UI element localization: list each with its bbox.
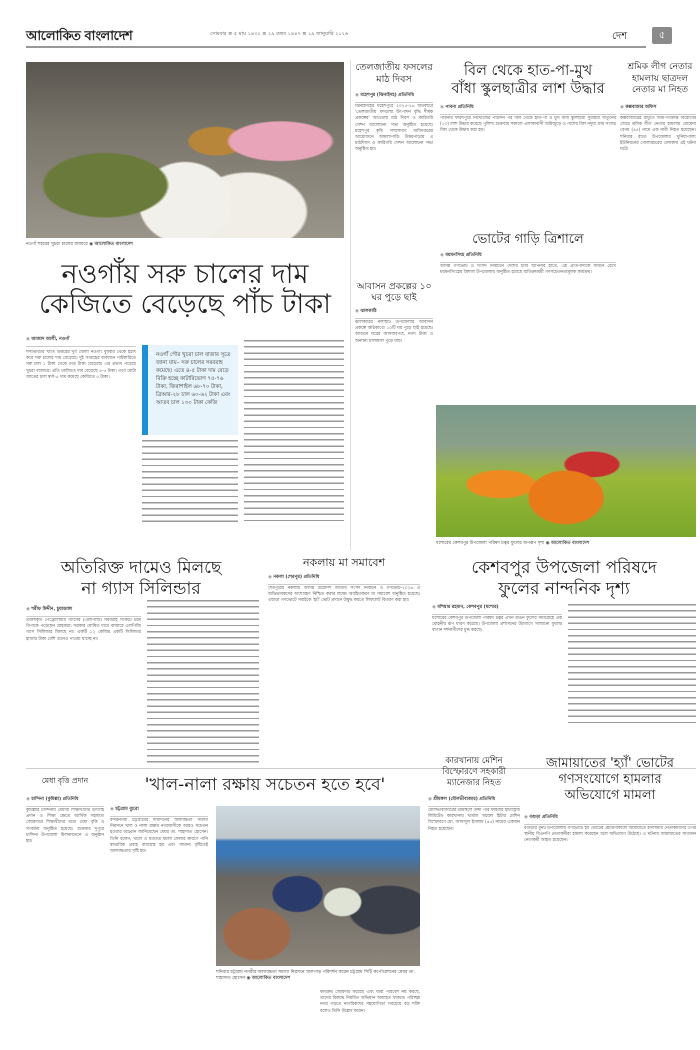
oilseed-headline: তেলজাতীয় ফসলের মাঠ দিবস — [355, 62, 433, 85]
jamaat-headline-line3: অভিযোগে মামলা — [564, 788, 656, 803]
jamaat-body: বগুড়ার ধুনট উপজেলায় গণভোটে হ্যাঁ ভোটের প্রচারণাকালে জামায়াতে ইসলামীর নেতাকর্মীদের ওপর স্থানীয় বিএনপি নেতাকর্মীরা হামলা করেছেন বলে অভিযোগ উঠেছে। এ ঘটনায় জামায়াতের সাতজন নেতাকর্মী আহত হয়েছেন। — [524, 826, 696, 844]
rice-headline-line1: নওগাঁয় সরু চালের দাম — [61, 259, 309, 290]
caption-text: নওগাঁ শহরের খুচরা চালের বাজারে — [26, 242, 88, 247]
vote-car-body: আসন্ন গণভোট ও সংসদ নির্বাচনে দেশের চাবি আপনার হাতে, এই প্রতিপাদ্যকে সামনে রেখে ময়মনসিংহের ত্রিশাল উপজেলায় অনুষ্ঠিত হয়েছে ব্যতিক্রমধর্মী গণসচেতনতামূলক কার্যক্রম। — [440, 264, 616, 276]
canal-photo-caption: শনিবার চট্টগ্রাম নগরীর জলাবদ্ধতা সমস্যা নিরসনে খালপাড় পরিদর্শন করেন চট্টগ্রাম সিটি কর্পোরেশনের মেয়র ডা. শাহাদাত হোসেন ◉ আলোকিত বাংলাদেশ — [216, 970, 415, 981]
caption-credit: আলোকিত বাংলাদেশ — [251, 976, 291, 981]
factory-body: মৌলভীবাজারের শ্রীমঙ্গলে ডন্সী পরি ফাইবার ইন্ডাস্ট্রিজ লিমিটেড কারখানায় খার্মাল অয়েল হিটার মেশিন বিস্ফোরণে মো. আসাদুল ইসলাম (৪৫) নামের একজন নিহত হয়েছেন। — [428, 808, 520, 832]
garden-body-col2 — [568, 604, 696, 726]
bil-headline-line1: বিল থেকে হাত-পা-মুখ — [463, 63, 593, 79]
quote-icon: ❝ — [149, 351, 154, 359]
nokla-body: শেরপুরের নকলায় আসন্ন ত্রয়োদশ জাতীয় সংসদ নির্বাচন ও গণভোট-২০২৬ এ অভিভাবকদের অংশগ্রহণ নিশ্চিত করার লক্ষ্যে অবহিতকরণ মা সমাবেশ অনুষ্ঠিত হয়েছে। এছাড়া গণভোটে সবাইকে 'হ্যাঁ' ভোট প্রদানে উদ্বুদ্ধ করতে লিফলেট বিতরণ করা হয়। — [268, 586, 420, 604]
housing-byline: ◉ ঝালকাঠি — [355, 308, 433, 319]
garden-headline — [432, 558, 696, 600]
canal-photo — [216, 806, 420, 966]
garden-headline-line2: ফুলের নান্দনিক দৃশ্য — [498, 579, 630, 599]
vote-car-byline: ◉ ময়মনসিংহ প্রতিনিধি — [440, 252, 616, 263]
gas-headline-line2: না গ্যাস সিলিন্ডার — [81, 579, 201, 599]
oilseed-byline: ◉ মহেশপুর (ঝিনাইদহ) প্রতিনিধি — [355, 92, 433, 103]
section-name: দেশ — [612, 31, 628, 42]
rice-body-col3 — [244, 340, 344, 525]
rice-headline-line2: কেজিতে বেড়েছে পাঁচ টাকা — [39, 289, 331, 320]
masthead-rule — [26, 46, 646, 48]
garden-photo — [436, 405, 696, 537]
bil-headline-line2: বাঁধা স্কুলছাত্রীর লাশ উদ্ধার — [451, 81, 605, 97]
caption-credit: আলোকিত বাংলাদেশ — [550, 541, 590, 546]
garden-body: যশোরের কেশবপুর উপজেলা পরিষদ চত্বর এখন রঙিন ফুলের সমারোহে এক মোহনীয় রূপ ধারণ করেছে। উপজেলা প্রশাসনের উদ্যোগে সাজানো ফুলের বাগান দর্শনার্থীদের মুগ্ধ করছে। — [432, 616, 562, 634]
scholarship-body: কুমিল্লার চান্দিনায় মেধাবী শিক্ষার্থীদের উৎসাহ প্রদান ও শিক্ষা ক্ষেত্রে আর্থিক সহায়তা জোরদারে শিক্ষার্থীদের মধ্যে মেধা বৃত্তি ও সংবর্ধনা অনুষ্ঠিত হয়েছে। শুক্রবার দুপুরে চান্দিনা উপজেলা মিলনায়তনে এ অনুষ্ঠান হয়। — [26, 808, 104, 845]
canal-body: বন্দরনগরী চট্টগ্রামের দীর্ঘদিনের জলাবদ্ধতা সমস্যা নিরসনে খাল ও নালা রক্ষায় নগরবাসীকে আরও সচেতন হওয়ার আহ্বান জানিয়েছেন মেয়র ডা. শাহাদাত হোসেন। তিনি বলেন, খালে ও যত্রতত্র ময়লা ফেলার কারণে পানি স্বাভাবিক প্রবাহ বাধাগ্রস্ত হয় এবং সামান্য বৃষ্টিতেই জলাবদ্ধতার সৃষ্টি হয়। — [110, 818, 208, 855]
rice-photo-caption: নওগাঁ শহরের খুচরা চালের বাজারে ◉ আলোকিত বাংলাদেশ — [26, 242, 133, 247]
scholarship-byline: ◉ চান্দিনা (কুমিল্লা) প্রতিনিধি — [26, 796, 104, 807]
page-number-badge: ৫ — [652, 27, 672, 44]
jamaat-byline: ◉ বগুড়া প্রতিনিধি — [524, 814, 696, 825]
bil-byline: ◉ পাবনা প্রতিনিধি — [440, 104, 616, 115]
housing-headline: আবাসন প্রকল্পের ১০ ঘর পুড়ে ছাই — [356, 282, 432, 303]
canal-body2: কার্যক্রম জোরদার করেছে এবং যারা পরিবেশ নষ্ট করছে, তাদের বিরুদ্ধে নিয়মিত অভিযান অব্যাহত থাকবে। পরিচ্ছন্ন নগর গড়তে নাগরিকদের সহযোগিতা সবচেয়ে বড় শক্তি বলেও তিনি উল্লেখ করেন। — [320, 990, 420, 1014]
housing-body: ঝালকাঠির নলছিটি উপজেলার আবাসন প্রকল্পে অগ্নিকাণ্ডে ১০টি ঘর পুড়ে ছাই হয়েছে। আগুনে ঘরের আসবাবপত্র, নগদ টাকা ও অন্যান্য মালামাল পুড়ে যায়। — [355, 320, 433, 344]
attack-body: কক্সবাজারের রামুতে জমি-সংক্রান্ত বিরোধের জেরে শ্রমিক লীগ নেতার হামলায় মোমেনা বেগম (৪৫) নামে এক নারী নিহত হয়েছেন। শনিবার রাতে উপজেলার খুনিয়াপালং ইউনিয়নের গোলারচরের এলাকায় এই ঘটনা ঘটে। — [620, 116, 696, 153]
column-divider — [350, 60, 351, 550]
caption-text: যশোরের কেশবপুর উপজেলা পরিষদ চত্বর ফুলের অপরূপ দৃশ্য — [436, 541, 545, 546]
rice-market-photo — [26, 62, 344, 238]
rice-byline: ◉ আজাদ আলী, নওগাঁ — [26, 336, 136, 347]
factory-byline: ◉ শ্রীমঙ্গল (মৌলভীবাজার) প্রতিনিধি — [428, 796, 520, 807]
rice-headline — [26, 260, 344, 320]
gas-byline: ◉ শরীফ উদ্দীন, চুয়াডাঙ্গা — [26, 606, 141, 617]
rice-body-col2 — [142, 440, 238, 525]
date-line: সোমবার ≡ ৫ মাঘ ১৪৩২ ≡ ২৯ রজব ১৪৪৭ ≡ ১৯ জানুয়ারি ২০২৬ — [210, 31, 349, 37]
factory-headline: কারখানায় মেশিন বিস্ফোরণে সহকারী ম্যানেজার নিহত — [442, 756, 506, 788]
newspaper-logo: আলোকিত বাংলাদেশ — [26, 29, 133, 44]
caption-text: শনিবার চট্টগ্রাম নগরীর জলাবদ্ধতা সমস্যা নিরসনে খালপাড় পরিদর্শন করেন চট্টগ্রাম সিটি কর্পোরেশনের মেয়র ডা. শাহাদাত হোসেন — [216, 970, 415, 981]
garden-headline-line1: কেশবপুর উপজেলা পরিষদে — [471, 558, 657, 578]
garden-byline: ◉ মশিয়ার রহমান, কেশবপুর (যশোর) — [432, 604, 562, 615]
scholarship-headline: মেধা বৃত্তি প্রদান — [41, 776, 89, 785]
rice-body-col1: শস্যভাণ্ডার খ্যাত উত্তরের খুব জেলা নওগাঁ। বুধবার থেকে হঠাৎ করে সরু চালের দাম বেড়েছে। দুই সপ্তাহের ব্যবধানে পাইকারিতে সরু চাল ১ টাকা থেকে দেড় টাকা বেড়েছে। এর প্রভাব পড়েছে খুচরা বাজারে। প্রতি কেজিতে দাম বেড়েছে ৪-৫ টাকা। তবে মোটা জাতের চাল স্বর্ণা-৫ দাম কমেছে কেজিতে ৫ টাকা। — [26, 350, 136, 380]
caption-credit: আলোকিত বাংলাদেশ — [94, 242, 133, 247]
gas-body-col2 — [147, 600, 259, 763]
canal-body-col3 — [216, 990, 314, 1035]
jamaat-headline — [524, 756, 696, 804]
oilseed-body: ঝিনাইদহের মহেশপুরে ২০২৫-২৬ অর্থবছরে 'তেলজাতীয় ফসলের উৎপাদন বৃদ্ধি শীর্ষক প্রকল্পের' আওতায় মাঠ দিবস ও কারিগরি সেশন আলোচনা সভা অনুষ্ঠিত হয়েছে। মহেশপুর কৃষি সম্প্রসারণ অধিদপ্তরের আয়োজনে আমলাপাড়ি উত্তরপাড়ায় এ মাঠদিবস ও কারিগরি সেশন আলোচনা সভা অনুষ্ঠিত হয়। — [355, 104, 433, 153]
nokla-byline: ◉ নকলা (শেরপুর) প্রতিনিধি — [268, 574, 420, 585]
attack-headline: শ্রমিক লীগ নেতার হামলায় ছাত্রদল নেতার মা নিহত — [627, 62, 693, 95]
gas-headline — [26, 558, 256, 600]
gas-headline-line1: অতিরিক্ত দামেও মিলছে — [60, 558, 222, 578]
canal-headline: 'খাল-নালা রক্ষায় সচেতন হতে হবে' — [144, 775, 386, 795]
garden-photo-caption: যশোরের কেশবপুর উপজেলা পরিষদ চত্বর ফুলের অপরূপ দৃশ্য ◉ আলোকিত বাংলাদেশ — [436, 541, 590, 546]
rice-pullquote — [142, 345, 238, 435]
nokla-headline: নকলায় মা সমাবেশ — [302, 556, 386, 569]
vote-car-headline: ভোটের গাড়ি ত্রিশালে — [472, 232, 584, 247]
jamaat-headline-line2: গণসংযোগে হামলার — [558, 772, 662, 787]
jamaat-headline-line1: জামায়াতের 'হ্যাঁ' ভোটের — [546, 756, 674, 771]
attack-byline: ◉ কক্সবাজার অফিস — [620, 104, 696, 115]
canal-byline: ◉ চট্টগ্রাম ব্যুরো — [110, 806, 208, 817]
pullquote-text: নওগাঁ পৌর খুচরা চাল বাজার সূত্রে জানা যায়– সরু চালের সরবরাহ কমেছে। এতে ৪-৫ টাকা দাম বেড়ে বিক্রি হচ্ছে কাটারিভোগ ৭৫-৭৬ টাকা, জিরাশাইল ৬৮-৭০ টাকা, ব্রিআর-২৮ চাল ৬০-৬২ টাকা এবং আতব চাল ১৩০ টাকা কেজি — [156, 352, 231, 406]
gas-body: তরলীকৃত পেট্রোলিয়াম গ্যাসের (এলপিজি) সরবরাহ সংকটে চরম বিপাকে পড়েছেন গ্রাহকরা। সরকার ঘোষিত দামে বাজারে এলপিজি গ্যাস সিলিন্ডার মিলছে না। একটি ১২ কেজির একটি সিলিন্ডার হাজার টাকা বেশি গুনেও পাওয়া যাচ্ছে না। — [26, 618, 141, 642]
bil-body: পাবনার ফরিদপুরে নিখোঁজের পাঁচদিন পর বিল থেকে হাত-পা ও মুখ বাঁধা স্কুলছাত্রী সুরাইয়া খাতুনের (১৩) লাশ উদ্ধার করেছে পুলিশ। শুক্রবার সকালে এলাকাবাসী জমিজুড়ে ও পাশের বিল নদুয়া গ্রাম সংলগ্ন বিল থেকে উদ্ধার করা হয়। — [440, 116, 616, 134]
bil-headline — [440, 62, 616, 98]
